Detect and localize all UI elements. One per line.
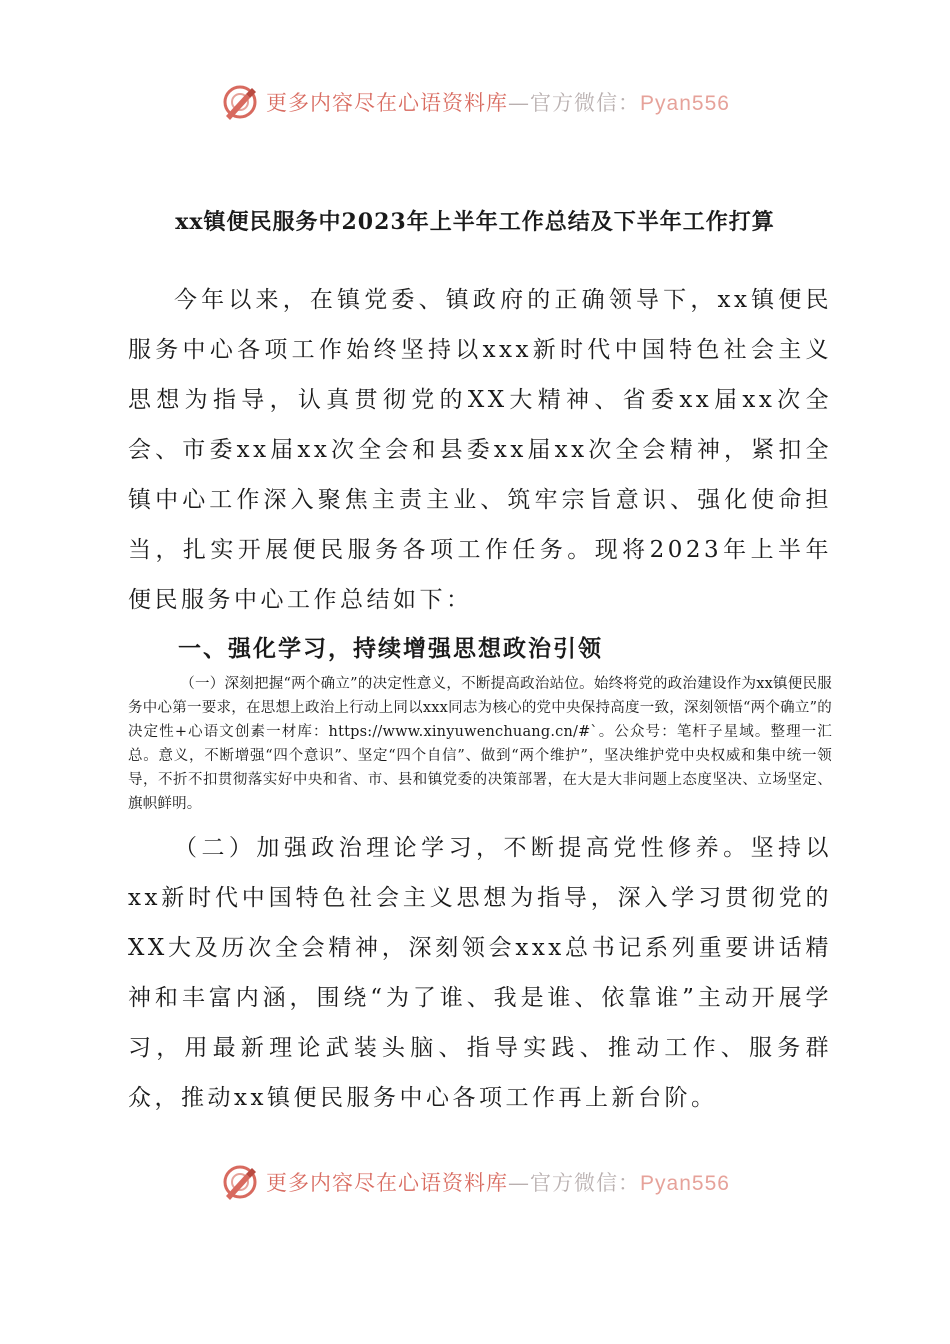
intro-paragraph: 今年以来，在镇党委、镇政府的正确领导下，xx镇便民服务中心各项工作始终坚持以xxx新时代中国特色社会主义思想为指导，认真贯彻党的XX大精神、省委xx届xx次全会、市委xx届xx次全会和县委xx届xx次全会精神，紧扣全镇中心工作深入聚焦主责主业、筑牢宗旨意识、强化使命担当，扎实开展便民服务各项工作任务。现将2023年上半年便民服务中心工作总结如下： — [128, 287, 832, 613]
section-1-2-paragraph: （二）加强政治理论学习，不断提高党性修养。坚持以xx新时代中国特色社会主义思想为指导，深入学习贯彻党的XX大及历次全会精神，深刻领会xxx总书记系列重要讲话精神和丰富内涵，围绕“为了谁、我是谁、依靠谁”主动开展学习，用最新理论武装头脑、指导实践、推动工作、服务群众，推动xx镇便民服务中心各项工作再上新台阶。 — [128, 835, 832, 1111]
section-1-1-paragraph: （一）深刻把握“两个确立”的决定性意义，不断提高政治站位。始终将党的政治建设作为xx镇便民服务中心第一要求，在思想上政治上行动上同以xxx同志为核心的党中央保持高度一致，深刻领悟“两个确立”的决定性+心语文创素一材库：https://www.xinyuwenchuang.cn/#`。公众号：笔杆子星域。整理一汇总。意义，不断增强“四个意识”、坚定“四个自信”、做到“两个维护”，坚决维护党中央权威和集中统一领导，不折不扣贯彻落实好中央和省、市、县和镇党委的决策部署，在大是大非问题上态度坚决、立场坚定、旗帜鲜明。 — [128, 676, 832, 812]
footer-banner — [0, 1160, 950, 1204]
banner-text-id: Pyan556 — [640, 92, 730, 115]
pen-logo-icon — [220, 82, 260, 122]
pen-logo-icon — [220, 1162, 260, 1202]
banner-text-id: Pyan556 — [640, 1172, 730, 1195]
header-banner — [0, 80, 950, 124]
document-title: xx镇便民服务中2023年上半年工作总结及下半年工作打算 — [175, 209, 775, 235]
banner-text-main: 更多内容尽在心语资料库 — [266, 1171, 509, 1195]
section-heading-1: 一、强化学习，持续增强思想政治引领 — [178, 636, 603, 662]
banner-text-main: 更多内容尽在心语资料库 — [266, 91, 509, 115]
banner-text — [266, 87, 730, 117]
banner-text-wechat: —官方微信： — [508, 91, 641, 115]
banner-text — [266, 1167, 730, 1197]
banner-text-wechat: —官方微信： — [508, 1171, 641, 1195]
